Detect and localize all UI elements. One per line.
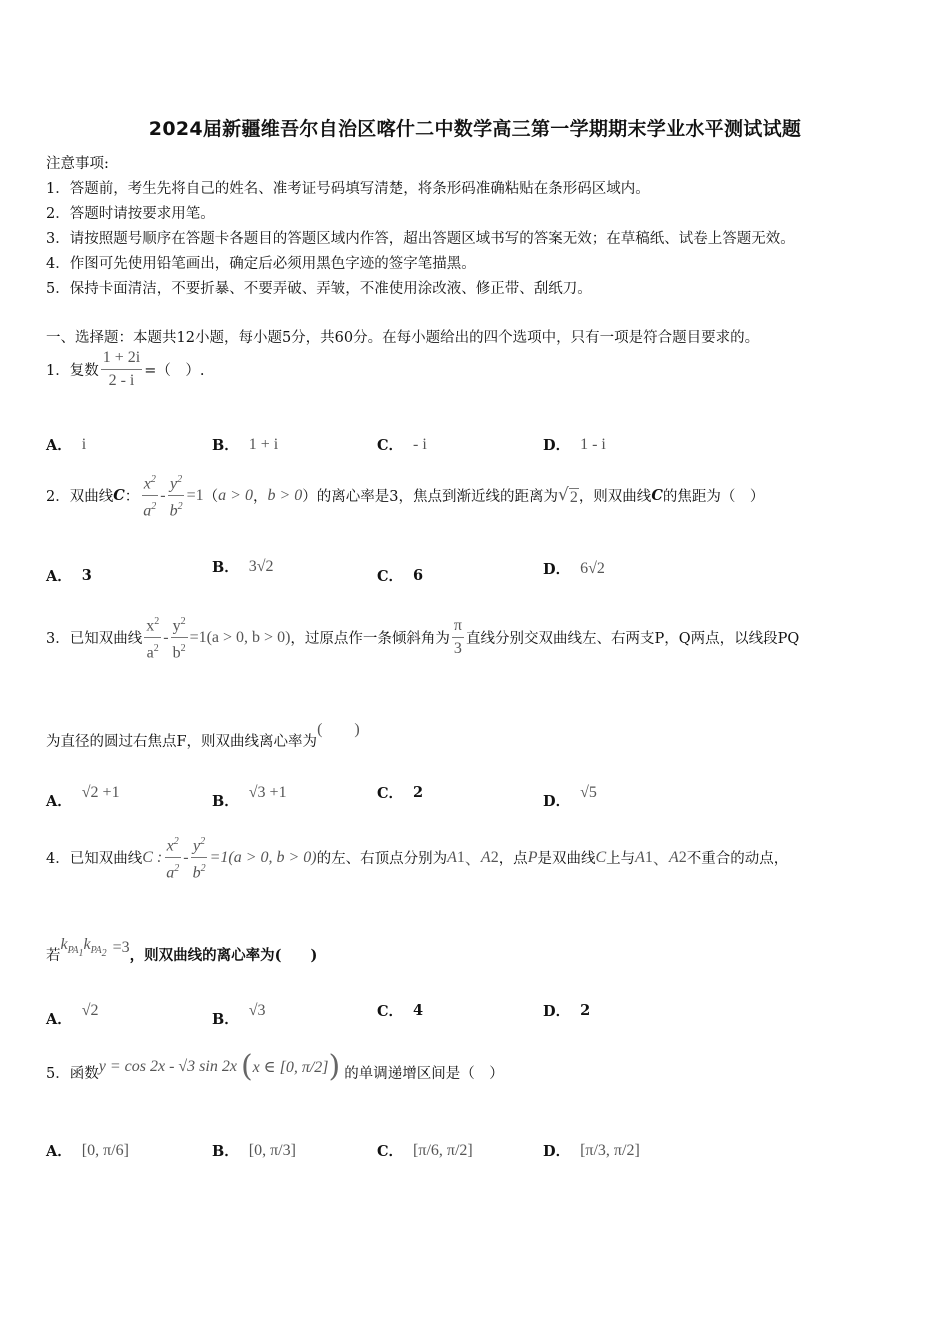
question-4-text: 不重合的动点， (686, 851, 789, 868)
notice-block (46, 152, 795, 302)
sqrt-expression: √ 2 (557, 484, 578, 506)
vertex-a1: A (635, 848, 645, 866)
question-2: 2．双曲线 C ： $\frac{x^2}{a^2}$ - $\frac{y^2}{b^2}$ =1 （ a > 0 ， b > 0 ） 的离心率是3，焦点到渐近线的距离为 √ 2 ，则双曲线 C 的焦距为（ ） (46, 470, 764, 522)
question-1-fraction (101, 348, 142, 391)
option-label: C． (377, 437, 404, 454)
question-3-text: 为直径的圆过右焦点F，则双曲线离心率为 (46, 734, 318, 750)
q1-option-c[interactable] (377, 434, 427, 455)
option-value: √3 (248, 1001, 266, 1019)
vertex-a2: A (668, 848, 679, 866)
question-5-lead: 5．函数 (46, 1066, 99, 1082)
question-4-text: ，则双曲线的离心率为( ) (129, 947, 318, 964)
option-value: 2 (580, 1002, 591, 1019)
q4-option-b[interactable] (212, 992, 266, 1029)
separator: 、 (464, 851, 481, 869)
question-1-tail: =（ ）. (144, 363, 205, 379)
x-fraction: $\frac{x^2}{a^2}$ (164, 832, 181, 884)
q5-option-d[interactable] (543, 1140, 640, 1161)
slope-value: =3 (112, 938, 130, 956)
q2-option-d[interactable] (543, 558, 605, 579)
option-value: [π/3, π/2] (580, 1141, 640, 1159)
option-value: 6√2 (580, 559, 605, 577)
y-fraction: $\frac{y^2}{b^2}$ (171, 612, 188, 664)
option-value: 4 (413, 1002, 424, 1019)
vertex-a1: A (447, 848, 457, 866)
q1-option-d[interactable] (543, 434, 606, 455)
question-4-text: ，点 (498, 851, 528, 868)
vertex-a2: A (480, 848, 491, 866)
question-2-text: 的离心率是3，焦点到渐近线的距离为 (316, 489, 558, 506)
question-4-text: 是双曲线 (537, 851, 596, 868)
option-label: D． (543, 1143, 571, 1160)
option-label: D． (543, 1003, 571, 1020)
question-3-text: 直线分别交双曲线左、右两支P，Q两点，以线段PQ (465, 631, 800, 648)
option-value: √3 +1 (248, 783, 287, 801)
question-5: 5．函数 y = cos 2x - √3 sin 2x ( x ∈ [0, π/2] ) 的单调递增区间是（ ） (46, 1048, 504, 1084)
option-label: B． (212, 559, 239, 576)
q5-option-a[interactable] (46, 1140, 129, 1161)
option-value: i (81, 435, 87, 453)
question-4-lead: 4．已知双曲线 (46, 851, 143, 868)
notice-item: 2．答题时请按要求用笔。 (46, 206, 215, 222)
notice-item: 3．请按照题号顺序在答题卡各题目的答题区域内作答，超出答题区域书写的答案无效；在草稿纸、试卷上答题无效。 (46, 231, 795, 247)
q3-option-c[interactable] (377, 782, 423, 803)
page-title: 2024届新疆维吾尔自治区喀什二中数学高三第一学期期末学业水平测试试题 (148, 118, 802, 140)
option-label: D． (543, 793, 571, 810)
option-label: A． (46, 568, 72, 585)
option-value: 1 + i (248, 435, 279, 453)
option-value: 6 (413, 567, 424, 584)
option-label: A． (46, 1143, 72, 1160)
condition-a: a > 0 (218, 486, 253, 504)
equation-tail: =1(a > 0, b > 0) (189, 628, 291, 646)
option-value: [0, π/6] (81, 1141, 129, 1159)
option-label: C． (377, 1003, 404, 1020)
q1-option-a[interactable] (46, 434, 86, 455)
option-label: C． (377, 785, 404, 802)
condition-b: b > 0 (267, 486, 303, 504)
q2-option-b[interactable] (212, 556, 274, 577)
curve-c: C (595, 848, 607, 866)
question-1 (46, 348, 204, 391)
question-2-text: ，则双曲线 (578, 489, 652, 506)
question-1-lead: 1．复数 (46, 363, 99, 379)
curve-name: C (113, 487, 125, 505)
q5-option-b[interactable] (212, 1140, 296, 1161)
question-4-text: 上与 (606, 851, 636, 868)
point-p: P (527, 848, 538, 866)
option-label: D． (543, 437, 571, 454)
option-label: A． (46, 437, 72, 454)
notice-item: 5．保持卡面清洁，不要折暴、不要弄破、弄皱，不准使用涂改液、修正带、刮纸刀。 (46, 281, 592, 297)
q3-option-b[interactable] (212, 774, 287, 811)
question-4-text: 若 (46, 948, 61, 964)
y-fraction: $\frac{y^2}{b^2}$ (191, 832, 208, 884)
question-4-line-2 (46, 930, 317, 965)
q5-option-c[interactable] (377, 1140, 473, 1161)
q4-option-a[interactable] (46, 992, 99, 1029)
question-4: 4．已知双曲线 C : $\frac{x^2}{a^2}$ - $\frac{y^2}{b^2}$ =1(a > 0, b > 0) 的左、右顶点分别为 A 1 、 A 2 ，点 P 是双曲线 C 上与 A 1 、 A 2 不重合的动点， (46, 832, 788, 884)
option-value: 1 - i (580, 435, 606, 453)
slope-product: $k_{PA_1}k_{PA_2}$ (60, 935, 107, 960)
notice-heading: 注意事项: (46, 156, 109, 172)
option-label: A． (46, 793, 72, 810)
curve-prefix: C : (142, 848, 163, 866)
colon: ： (124, 489, 140, 506)
question-5-text: 的单调递增区间是（ ） (344, 1066, 504, 1082)
question-3: 3．已知双曲线 $\frac{x^2}{a^2}$ - $\frac{y^2}{b^2}$ =1(a > 0, b > 0) ，过原点作一条倾斜角为 $\frac{\pi}{3}$ 直线分别交双曲线左、右两支P，Q两点，以线段PQ (46, 612, 799, 664)
function-expression: y = cos 2x - √3 sin 2x (98, 1057, 237, 1075)
option-label: B． (212, 1011, 239, 1028)
option-label: C． (377, 568, 404, 585)
option-label: A． (46, 1011, 72, 1028)
question-3-line-2 (46, 712, 360, 751)
y-fraction: $\frac{y^2}{b^2}$ (168, 470, 185, 522)
q2-option-a[interactable] (46, 565, 92, 586)
x-fraction: $\frac{x^2}{a^2}$ (144, 612, 161, 664)
option-value: 3 (81, 567, 92, 584)
q1-option-b[interactable] (212, 434, 278, 455)
equation-rhs: =1 (186, 486, 204, 504)
option-value: - i (413, 435, 427, 453)
q4-option-c[interactable] (377, 1000, 423, 1021)
option-label: C． (377, 1143, 404, 1160)
q3-option-d[interactable] (543, 774, 597, 811)
section-heading: 一、选择题：本题共12小题，每小题5分，共60分。在每小题给出的四个选项中，只有一项是符合题目要求的。 (46, 330, 760, 346)
question-2-lead: 2．双曲线 (46, 489, 114, 506)
q4-option-d[interactable] (543, 1000, 590, 1021)
question-2-text: 的焦距为（ ） (662, 489, 765, 506)
option-label: B． (212, 793, 239, 810)
fraction-numerator: 1 + 2i (101, 348, 142, 370)
option-label: B． (212, 1143, 239, 1160)
separator: 、 (652, 851, 669, 869)
option-label: B． (212, 437, 239, 454)
notice-item: 4．作图可先使用铅笔画出，确定后必须用黑色字迹的签字笔描黑。 (46, 256, 476, 272)
option-value: √2 (81, 1001, 99, 1019)
option-value: [0, π/3] (248, 1141, 296, 1159)
option-value: 2 (413, 784, 424, 801)
option-label: D． (543, 561, 571, 578)
option-value: √5 (580, 783, 597, 801)
option-value: [π/6, π/2] (413, 1141, 473, 1159)
question-3-text: ，过原点作一条倾斜角为 (290, 631, 450, 648)
question-4-text: 的左、右顶点分别为 (316, 851, 448, 868)
fraction-denominator: 2 - i (108, 372, 135, 389)
angle-fraction: $\frac{\pi}{3}$ (453, 617, 462, 658)
curve-name: C (651, 487, 663, 505)
notice-item: 1．答题前，考生先将自己的姓名、准考证号码填写清楚，将条形码准确粘贴在条形码区域内。 (46, 181, 650, 197)
answer-paren: ( ) (317, 721, 360, 738)
option-value: 3√2 (248, 557, 274, 575)
q2-option-c[interactable] (377, 565, 423, 586)
q3-option-a[interactable] (46, 774, 120, 811)
question-3-lead: 3．已知双曲线 (46, 631, 143, 648)
domain-expression: x ∈ [0, π/2] (252, 1058, 329, 1076)
option-value: √2 +1 (81, 783, 120, 801)
equation-tail: =1(a > 0, b > 0) (209, 848, 317, 866)
x-fraction: $\frac{x^2}{a^2}$ (141, 470, 158, 522)
